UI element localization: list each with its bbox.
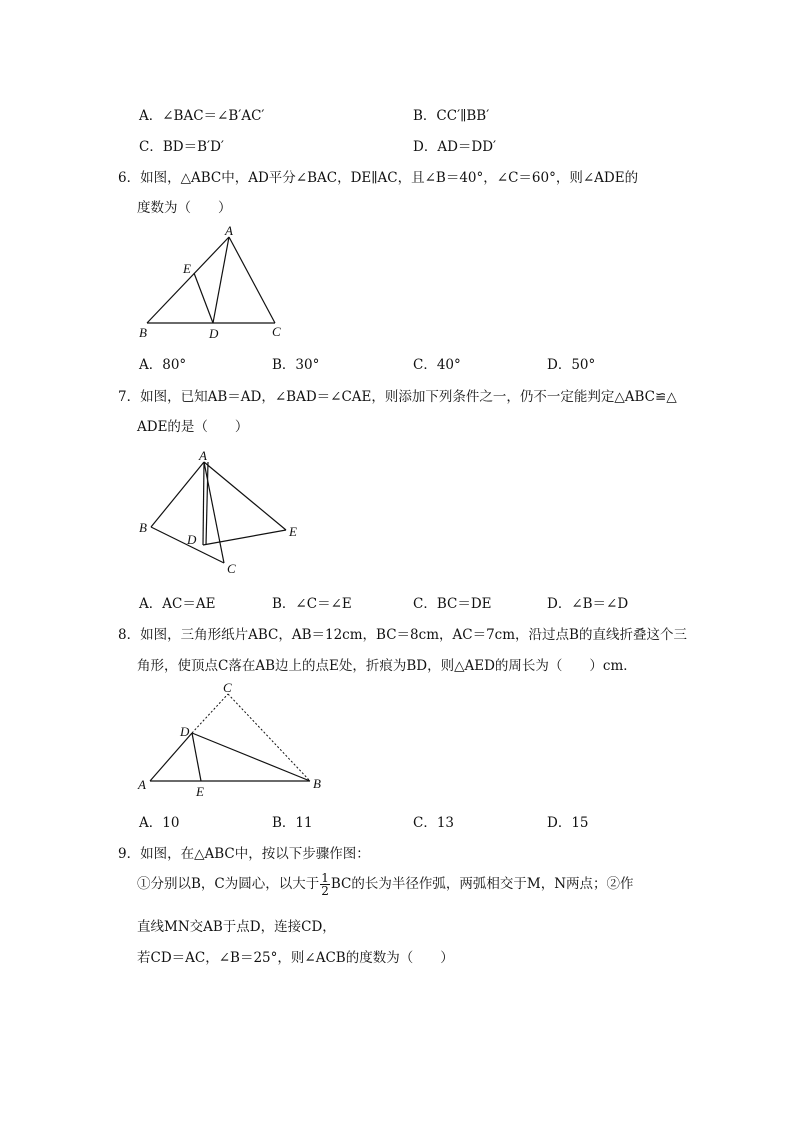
- q9-stem-line2: ①分别以B，C为圆心，以大于 $\frac{1}{2}$ BC的长为半径作弧，两弧相交于M，N两点；②作: [137, 871, 634, 898]
- q7-label-e: E: [289, 524, 297, 539]
- q8-label-a: A: [138, 777, 146, 792]
- q5-option-a: A．∠BAC＝∠B′AC′: [139, 108, 265, 124]
- q6-option-a: A．80°: [139, 357, 187, 373]
- q8-label-b: B: [313, 776, 321, 791]
- q8-label-c: C: [223, 680, 232, 695]
- q8-label-e: E: [196, 784, 204, 799]
- q6-label-c: C: [272, 324, 281, 339]
- q9-stem-line4: 若CD＝AC，∠B＝25°，则∠ACB的度数为（ ）: [137, 950, 454, 966]
- q5-option-b: B．CC′∥BB′: [413, 108, 490, 124]
- q6-stem-line1: 6．如图，△ABC中，AD平分∠BAC，DE∥AC，且∠B＝40°，∠C＝60°，则∠ADE的: [118, 170, 639, 186]
- q7-option-d: D．∠B＝∠D: [547, 596, 629, 612]
- q6-option-d: D．50°: [547, 357, 596, 373]
- q7-label-d: D: [187, 532, 197, 547]
- q7-label-a: A: [199, 448, 207, 463]
- q9-fraction: $\frac{1}{2}$: [321, 871, 329, 898]
- q7-label-b: B: [139, 520, 147, 535]
- q8-option-a: A．10: [139, 815, 180, 831]
- q7-label-c: C: [227, 561, 236, 576]
- q7-option-c: C．BC＝DE: [413, 596, 492, 612]
- q6-stem-line2: 度数为（ ）: [137, 200, 232, 216]
- q5-option-d: D．AD＝DD′: [413, 139, 497, 155]
- q8-label-d: D: [180, 724, 190, 739]
- q8-stem-line2: 角形，使顶点C落在AB边上的点E处，折痕为BD，则△AED的周长为（ ）cm．: [137, 658, 637, 674]
- q7-stem-line1: 7．如图，已知AB＝AD，∠BAD＝∠CAE，则添加下列条件之一，仍不一定能判定△ABC≌△: [118, 389, 677, 405]
- q7-option-a: A．AC＝AE: [139, 596, 216, 612]
- q6-label-a: A: [225, 223, 233, 238]
- q8-option-d: D．15: [547, 815, 589, 831]
- q6-label-e: E: [183, 261, 191, 276]
- q7-option-b: B．∠C＝∠E: [272, 596, 352, 612]
- q9-stem-line1: 9．如图，在△ABC中，按以下步骤作图：: [118, 846, 370, 862]
- q6-label-d: D: [209, 326, 219, 341]
- q6-label-b: B: [139, 325, 147, 340]
- q6-option-c: C．40°: [413, 357, 461, 373]
- q9-stem-line3: 直线MN交AB于点D，连接CD，: [137, 919, 336, 935]
- q8-option-b: B．11: [272, 815, 313, 831]
- q7-stem-line2: ADE的是（ ）: [137, 419, 249, 435]
- q8-stem-line1: 8．如图，三角形纸片ABC，AB＝12cm，BC＝8cm，AC＝7cm，沿过点B的直线折叠这个三: [118, 627, 687, 643]
- q5-option-c: C．BD＝B′D′: [139, 139, 224, 155]
- q6-option-b: B．30°: [272, 357, 320, 373]
- q8-option-c: C．13: [413, 815, 455, 831]
